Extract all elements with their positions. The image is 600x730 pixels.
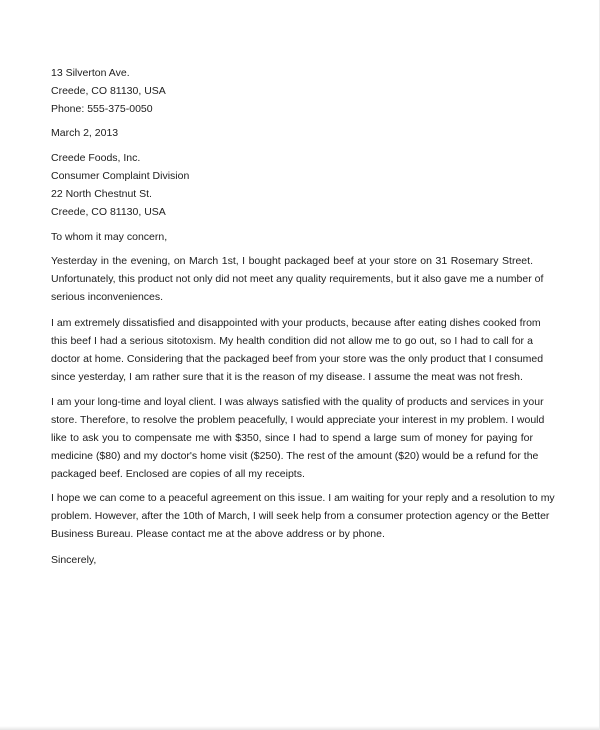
paragraph-line: I hope we can come to a peaceful agreement on this issue. I am waiting for your reply and a resolution to my <box>51 492 555 504</box>
paragraph-line: store. Therefore, to resolve the problem peacefully, I would appreciate your interest in my problem. I would <box>51 414 545 426</box>
sender-phone: Phone: 555-375-0050 <box>51 103 153 115</box>
salutation <box>51 228 551 246</box>
recipient-city: Creede, CO 81130, USA <box>51 206 166 218</box>
paragraph-line: I am extremely dissatisfied and disappointed with your products, because after eating dishes cooked from <box>51 317 541 329</box>
paragraph-4 <box>51 489 555 543</box>
recipient-street: 22 North Chestnut St. <box>51 188 152 200</box>
paragraph-1 <box>51 252 551 306</box>
paragraph-line: doctor at home. Considering that the packaged beef from your store was the only product that I consumed <box>51 353 544 365</box>
sender-city: Creede, CO 81130, USA <box>51 85 166 97</box>
paragraph-2 <box>51 314 551 386</box>
recipient-name: Creede Foods, Inc. <box>51 152 141 164</box>
recipient-address-block <box>51 149 551 221</box>
paragraph-line: I am your long-time and loyal client. I was always satisfied with the quality of products and services in your <box>51 396 544 408</box>
paragraph-line: Unfortunately, this product not only did not meet any quality requirements, but it also gave me a number of <box>51 273 544 285</box>
paragraph-line: Yesterday in the evening, on March 1st, I bought packaged beef at your store on 31 Rosemary Street. <box>51 255 533 267</box>
paragraph-line: serious inconveniences. <box>51 291 164 303</box>
letter-date <box>51 124 551 142</box>
closing <box>51 551 551 569</box>
paragraph-line: problem. However, after the 10th of March, I will seek help from a consumer protection agency or the Better <box>51 510 550 522</box>
sender-street: 13 Silverton Ave. <box>51 67 130 79</box>
sender-address-block <box>51 64 551 118</box>
salutation-text: To whom it may concern, <box>51 231 168 243</box>
paragraph-line: this beef I had a serious sitotoxism. My health condition did not allow me to go out, so I had to call for a <box>51 335 533 347</box>
paragraph-line: since yesterday, I am rather sure that it is the reason of my disease. I assume the meat was not fresh. <box>51 371 523 383</box>
paragraph-line: like to ask you to compensate me with $350, since I had to spend a large sum of money for paying for <box>51 432 533 444</box>
date-text: March 2, 2013 <box>51 127 119 139</box>
paragraph-line: medicine ($80) and my doctor's home visit ($250). The rest of the amount ($20) would be a refund for the <box>51 450 539 462</box>
paragraph-3 <box>51 393 551 483</box>
paragraph-line: Business Bureau. Please contact me at the above address or by phone. <box>51 528 385 540</box>
closing-text: Sincerely, <box>51 554 97 566</box>
paragraph-line: packaged beef. Enclosed are copies of all my receipts. <box>51 468 305 480</box>
recipient-division: Consumer Complaint Division <box>51 170 190 182</box>
